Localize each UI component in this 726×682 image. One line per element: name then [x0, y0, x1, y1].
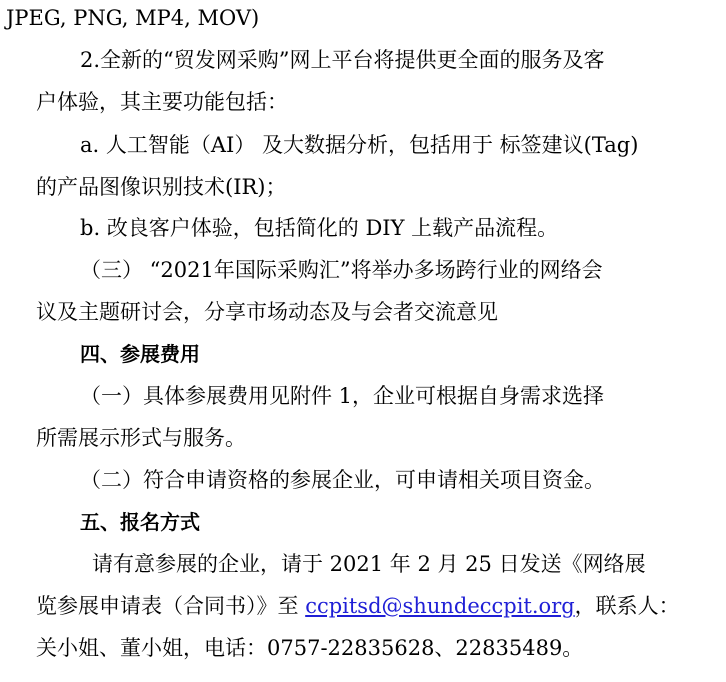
text-line-11: 所需展示形式与服务。: [36, 426, 246, 450]
text-line-2: 2.全新的“贸发网采购”网上平台将提供更全面的服务及客: [80, 48, 605, 72]
text-line-16: 关小姐、董小姐，电话：0757-22835628、22835489。: [36, 636, 584, 660]
email-link[interactable]: ccpitsd@shundeccpit.org: [305, 594, 575, 618]
text-line-8: 议及主题研讨会，分享市场动态及与会者交流意见: [36, 300, 498, 324]
section-heading-fees: 四、参展费用: [80, 342, 200, 366]
text-line-12: （二）符合申请资格的参展企业，可申请相关项目资金。: [80, 468, 605, 492]
text-line-5: 的产品图像识别技术(IR)；: [36, 175, 287, 199]
text-line-4: a. 人工智能（AI） 及大数据分析，包括用于 标签建议(Tag): [80, 133, 639, 157]
signup-text-before: 览参展申请表（合同书）》至: [36, 594, 306, 618]
text-line-7: （三） “2021年国际采购汇”将举办多场跨行业的网络会: [80, 258, 603, 282]
text-line-10: （一）具体参展费用见附件 1，企业可根据自身需求选择: [80, 384, 605, 408]
signup-text-after: ，联系人：: [574, 594, 680, 618]
text-line-3: 户体验，其主要功能包括：: [36, 90, 288, 114]
section-heading-signup: 五、报名方式: [80, 510, 200, 534]
text-line-6: b. 改良客户体验，包括简化的 DIY 上载产品流程。: [80, 216, 559, 240]
text-line-15: [36, 591, 726, 621]
text-line-14: 请有意参展的企业，请于 2021 年 2 月 25 日发送《网络展: [92, 552, 646, 576]
text-line-1: JPEG, PNG, MP4, MOV): [6, 6, 260, 30]
